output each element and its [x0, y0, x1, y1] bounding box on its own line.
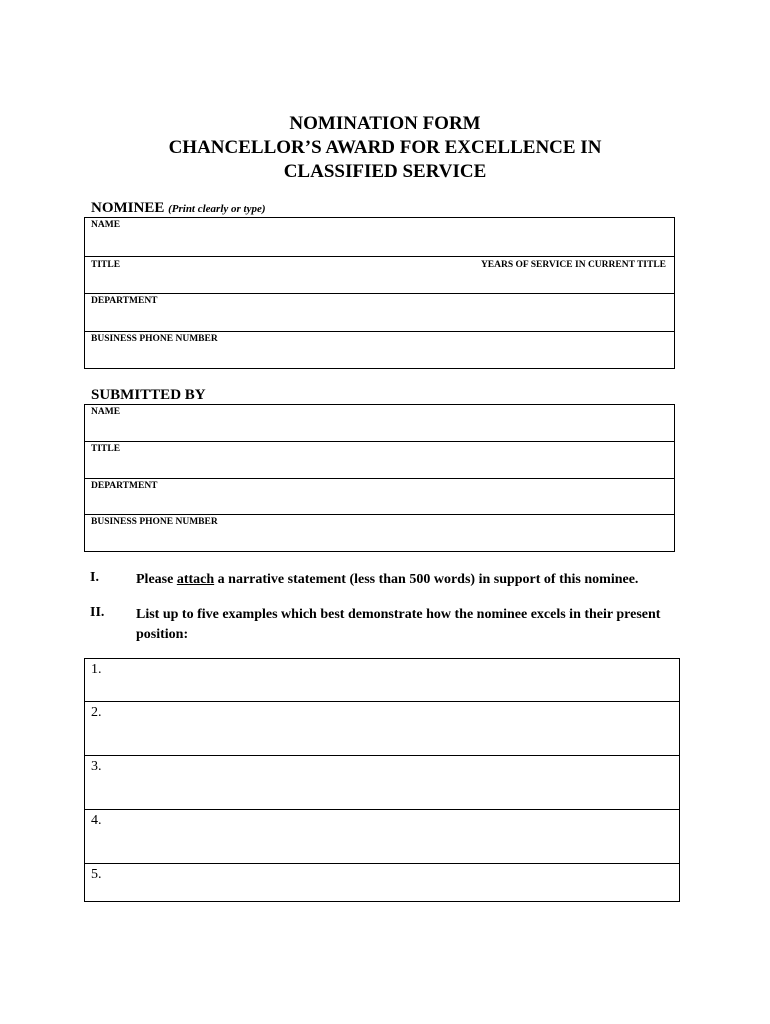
instruction-2-text: List up to five examples which best demonstrate how the nominee excels in their present position:	[136, 607, 661, 642]
examples-box	[84, 658, 680, 902]
example-row[interactable]	[85, 756, 679, 810]
nominee-title-label: TITLE	[91, 260, 121, 270]
instruction-1-text	[136, 570, 696, 590]
example-number: 4.	[91, 813, 102, 828]
instruction-1-pre: Please	[136, 572, 177, 587]
nominee-years-label: YEARS OF SERVICE IN CURRENT TITLE	[480, 260, 666, 270]
example-row[interactable]	[85, 810, 679, 864]
nominee-title-field[interactable]	[85, 257, 674, 294]
example-number: 2.	[91, 705, 102, 720]
example-number: 5.	[91, 867, 102, 882]
instruction-2-number: II.	[90, 605, 105, 620]
submitted-department-label: DEPARTMENT	[91, 481, 158, 491]
submitted-title-field[interactable]	[85, 442, 674, 479]
example-number: 3.	[91, 759, 102, 774]
submitted-name-field[interactable]	[85, 405, 674, 442]
submitted-phone-label: BUSINESS PHONE NUMBER	[91, 517, 218, 527]
nominee-department-field[interactable]	[85, 294, 674, 332]
nominee-heading-text: NOMINEE	[91, 200, 165, 216]
example-row[interactable]	[85, 659, 679, 702]
form-title	[0, 112, 770, 184]
submitted-heading: SUBMITTED BY	[91, 387, 206, 403]
nominee-note: (Print clearly or type)	[168, 203, 266, 215]
nominee-phone-label: BUSINESS PHONE NUMBER	[91, 334, 218, 344]
nominee-name-label: NAME	[91, 220, 121, 230]
nominee-heading	[91, 200, 266, 217]
submitted-title-label: TITLE	[91, 444, 121, 454]
example-row[interactable]	[85, 864, 679, 901]
submitted-box	[84, 404, 675, 552]
nominee-box	[84, 217, 675, 369]
submitted-phone-field[interactable]	[85, 515, 674, 551]
nominee-department-label: DEPARTMENT	[91, 296, 158, 306]
example-row[interactable]	[85, 702, 679, 756]
submitted-department-field[interactable]	[85, 479, 674, 515]
title-line-3: CLASSIFIED SERVICE	[283, 161, 487, 182]
instruction-1-number: I.	[90, 570, 99, 585]
instruction-1-underlined: attach	[176, 572, 215, 587]
instruction-1-post: a narrative statement (less than 500 words) in support of this nominee.	[214, 572, 639, 587]
submitted-name-label: NAME	[91, 407, 121, 417]
example-number: 1.	[91, 662, 102, 677]
nominee-phone-field[interactable]	[85, 332, 674, 368]
nominee-name-field[interactable]	[85, 218, 674, 257]
title-line-2: CHANCELLOR’S AWARD FOR EXCELLENCE IN	[168, 137, 602, 158]
title-line-1: NOMINATION FORM	[289, 113, 481, 134]
